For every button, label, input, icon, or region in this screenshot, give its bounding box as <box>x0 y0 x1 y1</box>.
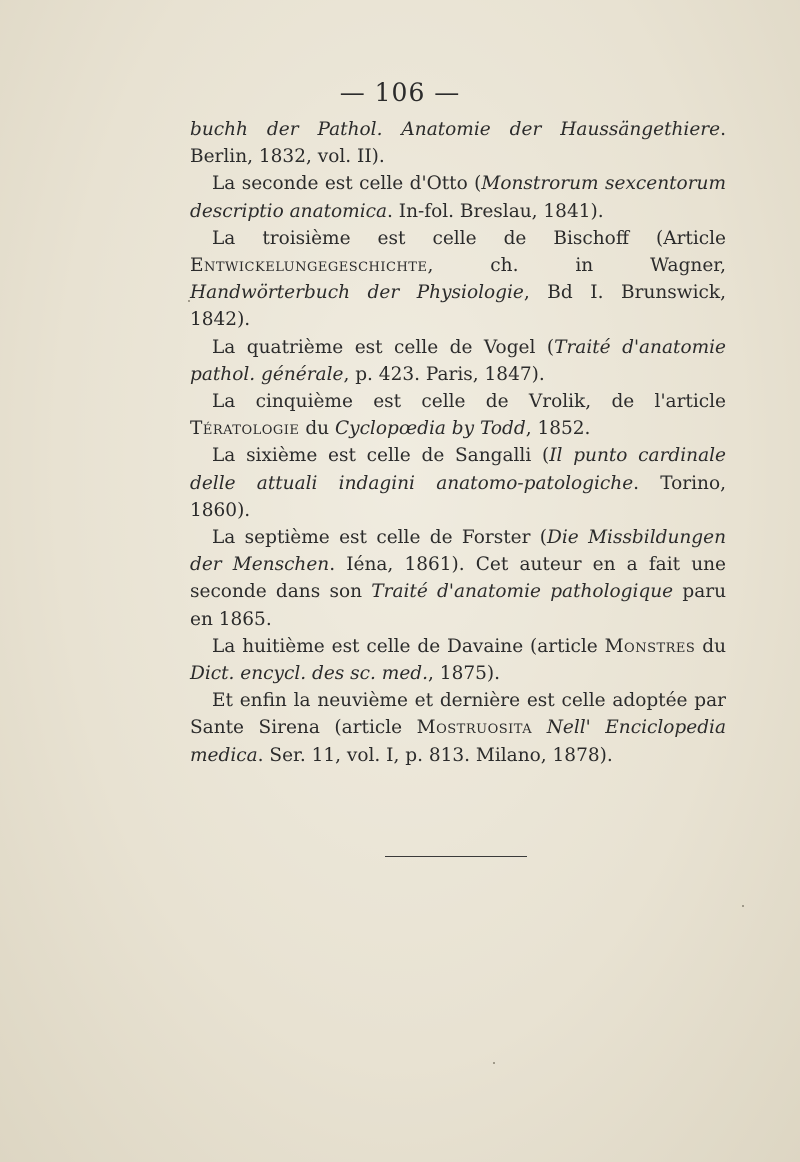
text-run: . In-fol. Breslau, 1841). <box>387 200 604 222</box>
text-run: . Iéna, 1861). Cet auteur en a fait une seconde dans son <box>190 554 726 603</box>
italic-text: Die Missbildungen der Menschen <box>190 527 726 576</box>
paragraph <box>190 116 726 170</box>
small-caps-text: Tératologie <box>190 418 300 440</box>
text-run: La quatrième est celle de Vogel ( <box>212 336 555 358</box>
text-run: du <box>299 418 335 440</box>
paragraph <box>190 687 726 769</box>
text-run: , 1875). <box>428 663 500 685</box>
italic-text: Dict. encycl. des sc. med. <box>190 663 429 685</box>
italic-text: Nell' Enciclopedia medica <box>190 717 726 766</box>
text-run: La troisième est celle de Bischoff (Article <box>212 227 726 249</box>
text-run: La seconde est celle d'Otto ( <box>212 173 482 195</box>
text-run: La cinquième est celle de Vrolik, de l'article <box>212 391 726 413</box>
paper-speck <box>188 300 190 302</box>
body-text <box>190 116 726 769</box>
italic-text: buchh der Pathol. Anatomie der Haussängethiere <box>190 119 721 140</box>
text-run: paru en 1865. <box>190 581 726 630</box>
text-run: Et enfin la neuvième et dernière est celle adoptée par Sante Sirena (article <box>190 690 726 739</box>
paragraph <box>190 388 726 442</box>
text-run: . Torino, 1860). <box>190 472 726 521</box>
small-caps-text: Mostruosita <box>416 717 533 739</box>
text-run: , p. 423. Paris, 1847). <box>343 363 545 385</box>
text-run: La sixième est celle de Sangalli ( <box>212 445 550 467</box>
text-run: La septième est celle de Forster ( <box>212 527 548 549</box>
small-caps-text: Entwickelungegeschichte <box>190 255 428 277</box>
italic-text: Handwörterbuch der Physiologie <box>190 282 524 304</box>
text-run: , Bd I. Brunswick, 1842). <box>190 282 726 331</box>
paragraph <box>190 225 726 334</box>
paragraph <box>190 170 726 224</box>
page-number: — 106 — <box>339 78 461 107</box>
text-run: du <box>695 635 726 657</box>
text-run: . Ser. 11, vol. I, p. 813. Milano, 1878). <box>257 744 613 766</box>
text-run: , 1852. <box>525 418 591 440</box>
italic-text: Traité d'anatomie pathol. générale <box>190 336 726 385</box>
text-run: La huitième est celle de Davaine (article <box>212 635 605 657</box>
paragraph <box>190 334 726 388</box>
italic-text: Monstrorum sexcentorum descriptio anatomica <box>190 173 726 222</box>
italic-text: Traité d'anatomie pathologique <box>371 581 674 603</box>
section-rule <box>385 856 527 857</box>
text-run <box>532 717 547 738</box>
paragraph <box>190 524 726 633</box>
italic-text: Il punto cardinale delle attuali indagini anatomo-patologiche <box>190 445 726 494</box>
paragraph <box>190 633 726 687</box>
paper-speck <box>493 1062 495 1064</box>
text-run: . Berlin, 1832, vol. II). <box>190 119 726 168</box>
small-caps-text: Monstres <box>604 635 696 657</box>
paragraph <box>190 442 726 524</box>
paper-speck <box>742 905 744 907</box>
text-run: , ch. in Wagner, <box>427 255 726 277</box>
italic-text: Cyclopœdia by Todd <box>334 418 526 440</box>
